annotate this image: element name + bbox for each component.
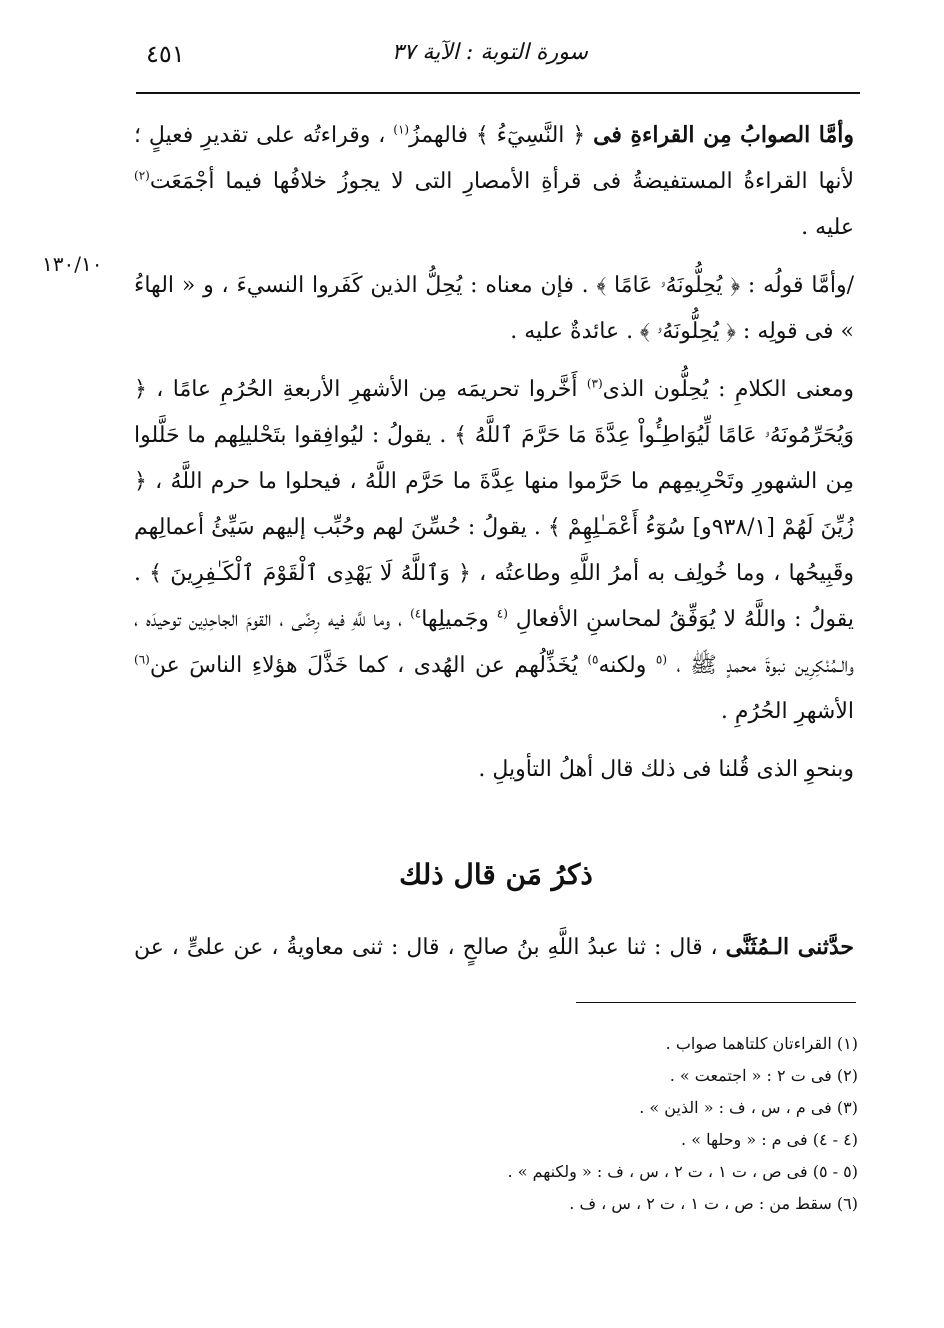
header-rule (136, 92, 860, 94)
footnote: (١) القراءتان كلتاهما صواب . (665, 1034, 858, 1053)
paragraph-2 (134, 263, 854, 355)
isnad-lead: حدَّثنى الـمُثَنَّى (725, 934, 855, 960)
text-run: وجَميلِها (421, 607, 497, 632)
footnote-marker: (٢) (134, 168, 150, 183)
footnote-marker: (٣) (586, 376, 603, 391)
footnote-marker: ٤) (410, 606, 422, 621)
footnote-marker: (٤ (496, 606, 508, 621)
running-title: سورة التوبة : الآية ٣٧ (391, 40, 588, 65)
footnote: (٣) فى م ، س ، ف : « الذين » . (639, 1098, 858, 1117)
footnote-marker: (٦) (134, 652, 150, 667)
footnote: (٢) فى ت ٢ : « اجتمعت » . (669, 1066, 858, 1085)
body-text (134, 112, 854, 793)
isnad-line (134, 924, 854, 971)
margin-reference: ١٣٠/١٠ (42, 252, 103, 276)
text-run: الأشهرِ الحُرُمِ . (720, 699, 854, 724)
text-run: /وأمَّا قولُه : ﴿ يُحِلُّونَهُۥ عَامًا ﴾ . فإن معناه : يُحِلُّ الذين كَفَروا النسيءَ ، و « الهاءُ » فى قولِه : ﴿ يُحِلُّونَهُۥ ﴾ . عائدةٌ عليه . (134, 273, 854, 344)
footnotes (138, 1028, 858, 1220)
footnote: (٦) سقط من : ص ، ت ١ ، ت ٢ ، س ، ف . (569, 1194, 858, 1213)
section-heading: ذكرُ مَن قال ذلك (399, 858, 593, 891)
footnote-rule (576, 1002, 856, 1003)
text-run: وبنحوِ الذى قُلنا فى ذلك قال أهلُ التأويلِ . (478, 757, 854, 782)
paragraph-lead: وأمَّا الصوابُ مِن القراءةِ فى (593, 122, 854, 148)
footnote-marker: (٥ (655, 652, 668, 667)
paragraph-1 (134, 112, 854, 251)
paragraph-3 (134, 367, 854, 735)
text-run: ومعنى الكلامِ : يُحِلُّون الذى (602, 377, 854, 402)
text-run: ، وما للَّهِ فيه رِضًى ، القومَ الجاحِدِين توحيدَه ، والـمُنْكِرِين نبوةَ محمدٍ ﷺ ، (134, 607, 854, 678)
text-run: عليه . (801, 215, 854, 240)
text-run: يُخَذِّلُهم عن الهُدى ، كما خَذَّلَ هؤلاءِ الناسَ عن (149, 653, 588, 678)
footnote: (٤ - ٤) فى م : « وحلها » . (681, 1130, 858, 1149)
text-run: أَخَّروا تحريمَه مِن الأشهرِ الأربعةِ الحُرُمِ عامًا ، ﴿ وَيُحَرِّمُونَهُۥ عَامًا لِّيُوَاطِـُٔواْ عِدَّةَ مَا حَرَّمَ ٱللَّهُ ﴾ . يقولُ : ليُوافِقوا بتَحْليلِهم ما حَلَّلوا مِن الشهورِ وتَحْرِيمِهم ما حَرَّموا منها عِدَّةَ ما حَرَّم اللَّهُ ، فيحلوا ما حرم اللَّهُ ، ﴿ زُيِّنَ لَهُمْ [٩٣٨/١و] سُوٓءُ أَعْمَـٰلِهِمْ ﴾ . يقولُ : حُسِّنَ لهم وحُبِّب إليهم سَيِّئُ أعمالِهم وقَبِيحُها ، وما خُولِف به أمرُ اللَّهِ وطاعتُه ، ﴿ وَٱللَّهُ لَا يَهْدِى ٱلْقَوْمَ ٱلْكَـٰفِرِينَ ﴾ . يقولُ : واللَّهُ لا يُوَفِّقُ لمحاسنِ الأفعالِ (134, 377, 855, 632)
isnad-text: ، قال : ثنا عبدُ اللَّهِ بنُ صالحٍ ، قال : ثنى معاويةُ ، عن علىٍّ ، عن (134, 935, 726, 960)
running-head (136, 36, 856, 76)
text-run: ﴿ النَّسِيٓءُ ﴾ فالهمزُ (409, 123, 594, 148)
page-number: ٤٥١ (146, 40, 185, 68)
text-run: ، وقراءتُه على تقديرِ فعيلٍ ؛ لأنها القراءةُ المستفيضةُ فى قرأةِ الأمصارِ التى لا يجوزُ خلافُها فيما أجْمَعَت (134, 123, 854, 194)
footnote-marker: (١) (393, 122, 410, 137)
footnote: (٥ - ٥) فى ص ، ت ١ ، ت ٢ ، س ، ف : « ولكنهم » . (507, 1162, 858, 1181)
footnote-marker: ٥) (587, 652, 599, 667)
paragraph-4 (134, 747, 854, 793)
text-run: ولكنه (598, 653, 656, 678)
